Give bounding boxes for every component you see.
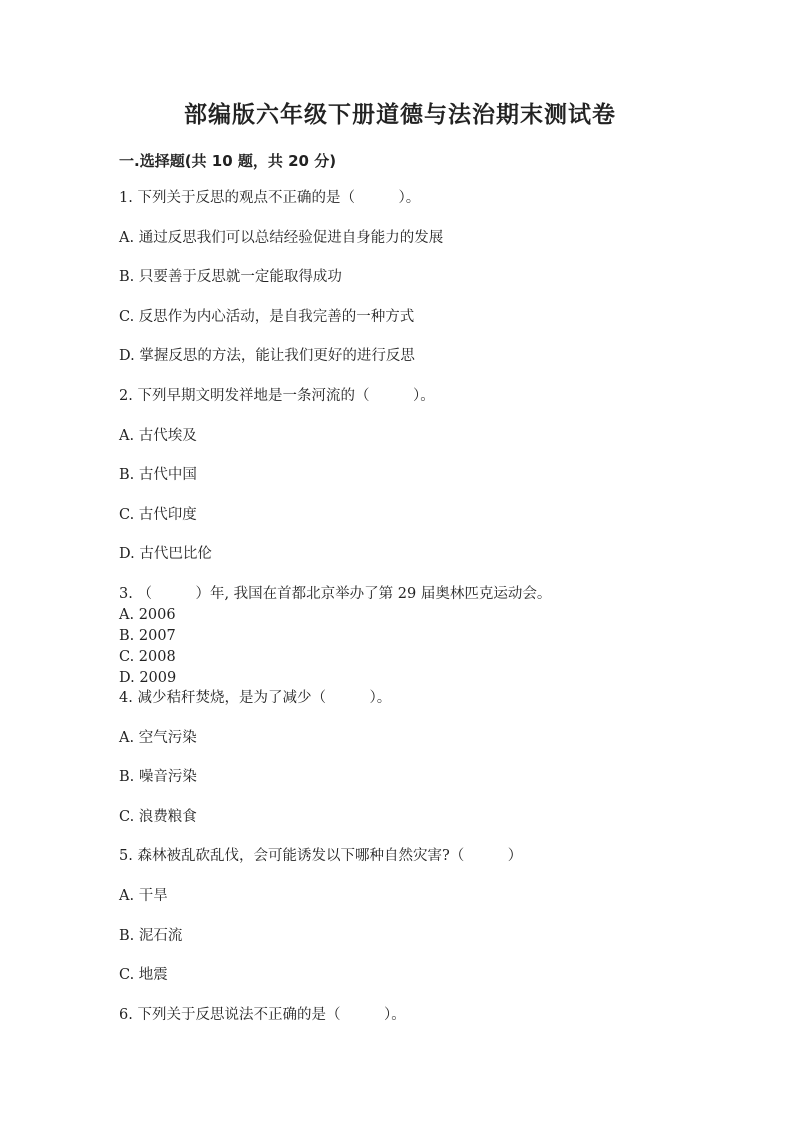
question-5-option-c: C. 地震 — [119, 967, 168, 983]
question-2-option-b: B. 古代中国 — [119, 467, 197, 483]
question-5-option-b: B. 泥石流 — [119, 928, 183, 944]
document-title: 部编版六年级下册道德与法治期末测试卷 — [184, 102, 616, 128]
question-2-stem: 2. 下列早期文明发祥地是一条河流的（ ）。 — [119, 388, 435, 404]
question-1-stem: 1. 下列关于反思的观点不正确的是（ ）。 — [119, 190, 421, 206]
question-1-option-d: D. 掌握反思的方法，能让我们更好的进行反思 — [119, 348, 415, 364]
question-1-option-b: B. 只要善于反思就一定能取得成功 — [119, 269, 342, 285]
question-5-option-a: A. 干旱 — [119, 888, 168, 904]
section-header: 一.选择题(共 10 题，共 20 分) — [119, 152, 337, 170]
question-4-option-b: B. 噪音污染 — [119, 769, 197, 785]
question-3-option-b: B. 2007 — [119, 628, 176, 644]
question-2-option-a: A. 古代埃及 — [119, 428, 197, 444]
question-3-option-a: A. 2006 — [119, 607, 176, 623]
question-4-option-c: C. 浪费粮食 — [119, 809, 197, 825]
question-1-option-a: A. 通过反思我们可以总结经验促进自身能力的发展 — [119, 230, 444, 246]
question-4-stem: 4. 减少秸秆焚烧，是为了减少（ ）。 — [119, 690, 392, 706]
question-4-option-a: A. 空气污染 — [119, 730, 197, 746]
question-6-stem: 6. 下列关于反思说法不正确的是（ ）。 — [119, 1007, 406, 1023]
question-5-stem: 5. 森林被乱砍乱伐，会可能诱发以下哪种自然灾害?（ ） — [119, 848, 523, 864]
question-3-option-c: C. 2008 — [119, 649, 176, 665]
question-2-option-c: C. 古代印度 — [119, 507, 197, 523]
question-1-option-c: C. 反思作为内心活动，是自我完善的一种方式 — [119, 309, 415, 325]
question-2-option-d: D. 古代巴比伦 — [119, 546, 212, 562]
question-3-stem: 3. （ ）年, 我国在首都北京举办了第 29 届奥林匹克运动会。 — [119, 586, 552, 602]
question-3-option-d: D. 2009 — [119, 670, 177, 686]
